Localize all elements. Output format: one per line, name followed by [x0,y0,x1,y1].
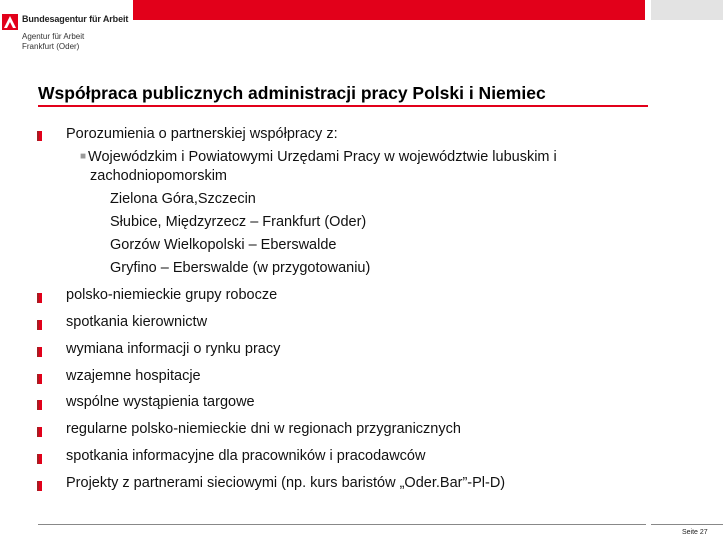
bullet-marker [37,481,42,491]
intro-sub-line [80,149,557,165]
list-item: spotkania kierownictw [66,314,208,330]
logo-subtitle-city: Frankfurt (Oder) [22,42,80,51]
list-item: spotkania informacyjne dla pracowników i pracodawców [66,448,426,464]
bullet-marker [37,293,42,303]
bullet-marker [37,400,42,410]
intro-sub-line-cont: zachodniopomorskim [90,168,228,184]
ba-logo-icon [2,14,18,30]
list-item: wspólne wystąpienia targowe [66,394,255,410]
logo-subtitle-agency: Agentur für Arbeit [22,32,85,41]
intro-sub-text: Wojewódzkim i Powiatowymi Urzędami Pracy w województwie lubuskim i [88,149,557,165]
partner-pair: Słubice, Międzyrzecz – Frankfurt (Oder) [110,214,367,230]
intro-text: Porozumienia o partnerskiej współpracy z: [66,126,338,142]
bullet-marker [37,320,42,330]
footer-divider-right [651,524,723,525]
list-item: Projekty z partnerami sieciowymi (np. kurs baristów „Oder.Bar”-Pl-D) [66,475,506,491]
header-accent-bar [133,0,645,20]
bullet-marker [37,374,42,384]
agency-logo [0,12,140,56]
slide-title: Współpraca publicznych administracji pracy Polski i Niemiec [38,83,546,103]
bullet-marker [37,347,42,357]
list-item: polsko-niemieckie grupy robocze [66,287,278,303]
footer-divider [38,524,646,525]
title-underline [38,105,648,107]
logo-name: Bundesagentur für Arbeit [22,14,129,24]
list-item: regularne polsko-niemieckie dni w regionach przygranicznych [66,421,461,437]
list-item: wymiana informacji o rynku pracy [66,341,281,357]
square-bullet-icon: ■ [80,151,87,162]
bullet-marker [37,454,42,464]
partner-pair: Gryfino – Eberswalde (w przygotowaniu) [110,260,371,276]
header-gray-block [651,0,723,20]
list-item: wzajemne hospitacje [66,368,201,384]
partner-pair: Zielona Góra,Szczecin [110,191,256,207]
partner-pair: Gorzów Wielkopolski – Eberswalde [110,237,337,253]
bullet-marker [37,427,42,437]
page-number: Seite 27 [682,529,708,536]
bullet-marker [37,131,42,141]
